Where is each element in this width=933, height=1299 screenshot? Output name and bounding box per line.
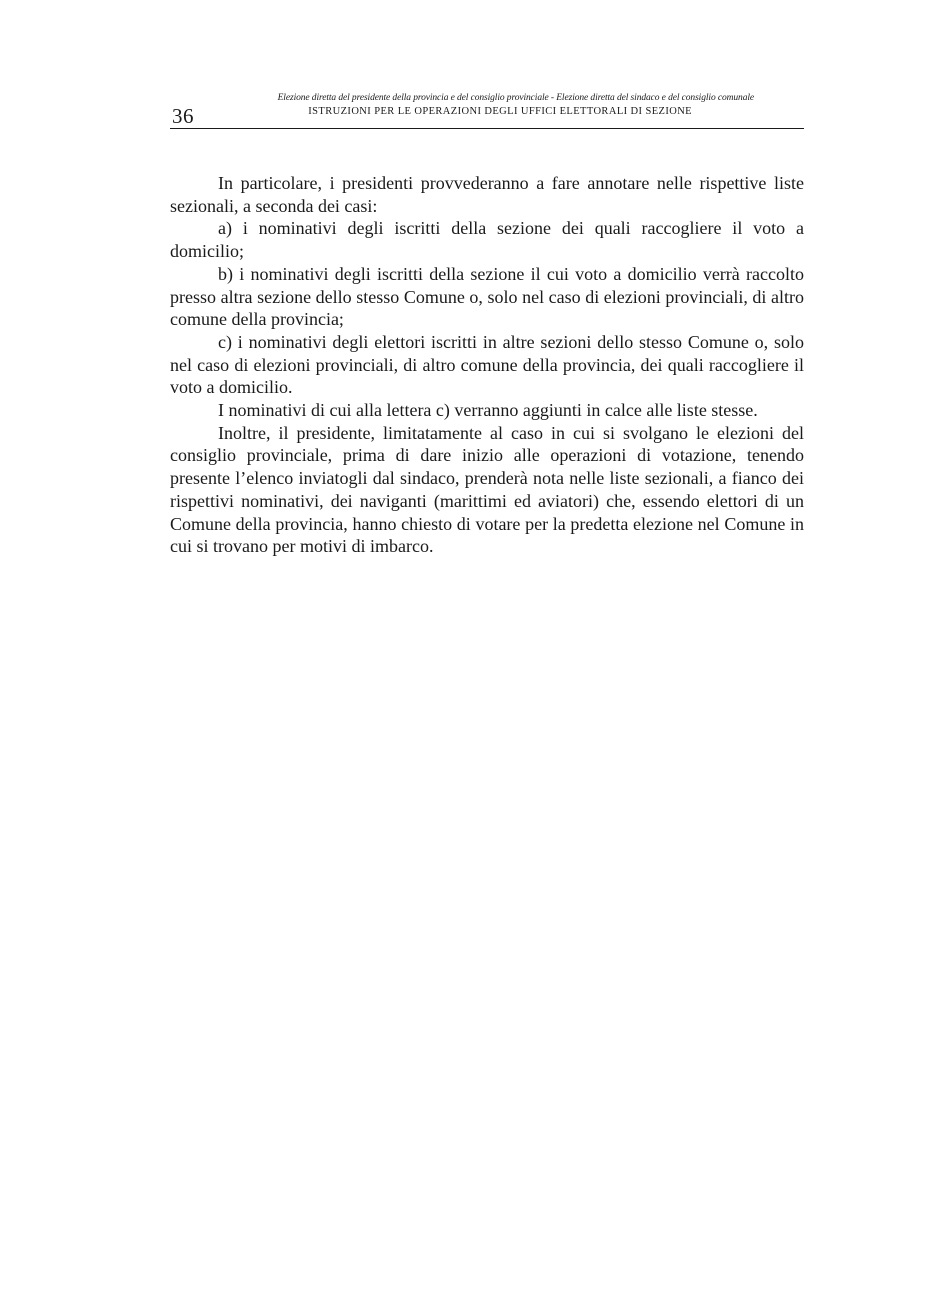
paragraph-naviganti: Inoltre, il presidente, limitatamente al caso in cui si svolgano le elezioni del consiglio provinciale, prima di dare inizio alle operazioni di votazione, tenendo presente l’elenco inviatogli dal sindaco, prenderà nota nelle liste sezionali, a fianco dei rispettivi nominativi, dei naviganti (marittimi ed aviatori) che, essendo elettori di un Comune della provincia, hanno chiesto di votare per la predetta elezione nel Comune in cui si trovano per motivi di imbarco. — [170, 422, 804, 557]
paragraph-item-b: b) i nominativi degli iscritti della sezione il cui voto a domicilio verrà raccolto presso altra sezione dello stesso Comune o, solo nel caso di elezioni provinciali, di altro comune della provincia; — [170, 263, 804, 330]
body-text — [170, 172, 804, 558]
header-divider — [170, 128, 804, 129]
paragraph-note: I nominativi di cui alla lettera c) verranno aggiunti in calce alle liste stesse. — [218, 400, 758, 421]
paragraph-item-a: a) i nominativi degli iscritti della sezione dei quali raccogliere il voto a domicilio; — [170, 218, 804, 262]
paragraph-item-c: c) i nominativi degli elettori iscritti in altre sezioni dello stesso Comune o, solo nel caso di elezioni provinciali, di altro comune della provincia, dei quali raccogliere il voto a domicilio. — [170, 331, 804, 398]
page-number: 36 — [172, 104, 194, 128]
paragraph-intro: In particolare, i presidenti provvederanno a fare annotare nelle rispettive liste sezionali, a seconda dei casi: — [170, 173, 804, 216]
running-header-subtitle: ISTRUZIONI PER LE OPERAZIONI DEGLI UFFICI ELETTORALI DI SEZIONE — [308, 106, 692, 117]
running-header — [210, 92, 804, 119]
running-header-title: Elezione diretta del presidente della provincia e del consiglio provinciale - Elezione diretta del sindaco e del consiglio comunale — [277, 93, 754, 103]
